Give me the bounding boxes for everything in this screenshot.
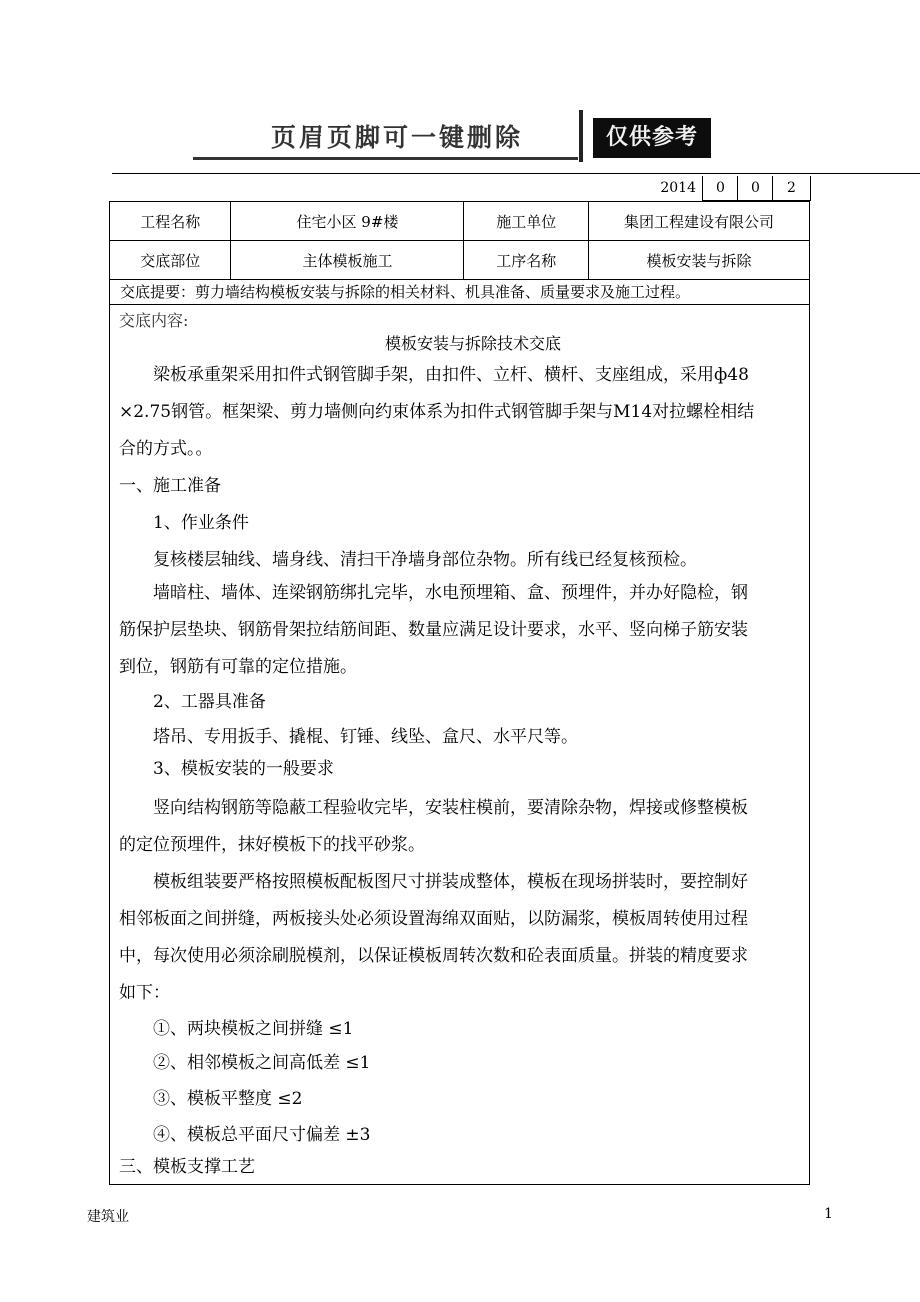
p2: 复核楼层轴线、墙身线、清扫干净墙身部位杂物。所有线已经复核预检。 [153,550,697,570]
p5-line2: 的定位预埋件，抹好模板下的找平砂浆。 [119,835,425,855]
table-row [110,241,810,280]
contractor-value: 集团工程建设有限公司 [588,202,809,241]
p6-line2: 相邻板面之间拼缝，两板接头处必须设置海绵双面贴，以防漏浆，模板周转使用过程 [119,909,748,929]
reference-stamp: 仅供参考 [593,118,711,158]
section-1-heading: 一、施工准备 [119,476,221,496]
part-value: 主体模板施工 [231,241,464,280]
page-number: 1 [824,1206,833,1222]
p6-line1: 模板组装要严格按照模板配板图尺寸拼装成整体，模板在现场拼装时，要控制好 [153,872,748,892]
section-1-1: 1、作业条件 [153,513,249,533]
p3-line3: 到位，钢筋有可靠的定位措施。 [119,657,357,677]
requirement-4: ④、模板总平面尺寸偏差 ±3 [153,1125,371,1145]
code-digit-1: 0 [702,176,738,201]
p4: 塔吊、专用扳手、撬棍、钉锤、线坠、盒尺、水平尺等。 [153,727,578,747]
p5-line1: 竖向结构钢筋等隐蔽工程验收完毕，安装柱模前，要清除杂物，焊接或修整模板 [153,798,748,818]
process-value: 模板安装与拆除 [588,241,809,280]
p6-line3: 中，每次使用必须涂刷脱模剂，以保证模板周转次数和砼表面质量。拼装的精度要求 [119,946,748,966]
part-label: 交底部位 [110,241,231,280]
header-underline [193,157,578,160]
section-1-2: 2、工器具准备 [153,692,266,712]
doc-title: 模板安装与拆除技术交底 [385,334,562,353]
p1-line1: 梁板承重架采用扣件式钢管脚手架，由扣件、立杆、横杆、支座组成，采用ф48 [153,365,749,385]
summary: 交底提要：剪力墙结构模板安装与拆除的相关材料、机具准备、质量要求及施工过程。 [109,279,810,305]
project-name-value: 住宅小区 9#楼 [231,202,464,241]
header-text: 页眉页脚可一键删除 [271,123,524,152]
p3-line2: 筋保护层垫块、钢筋骨架拉结筋间距、数量应满足设计要求，水平、竖向梯子筋安装 [119,620,748,640]
contractor-label: 施工单位 [464,202,588,241]
p1-line3: 合的方式。。 [119,439,213,459]
requirement-3: ③、模板平整度 ≤2 [153,1089,303,1109]
header-divider [579,110,583,162]
code-year: 2014 [660,180,696,196]
table-row [110,202,810,241]
p1-line2: ×2.75钢管。框架梁、剪力墙侧向约束体系为扣件式钢管脚手架与M14对拉螺栓相结 [119,402,755,422]
info-table [109,201,810,280]
header-banner [193,110,728,162]
requirement-2: ②、相邻模板之间高低差 ≤1 [153,1053,371,1073]
p3-line1: 墙暗柱、墙体、连梁钢筋绑扎完毕，水电预埋箱、盒、预埋件，并办好隐检，钢 [153,583,748,603]
footer-left: 建筑业 [87,1209,129,1225]
code-digit-2: 0 [737,176,773,201]
intro-label: 交底内容: [119,311,189,330]
code-digit-3: 2 [772,176,811,201]
process-label: 工序名称 [464,241,588,280]
section-3-heading: 三、模板支撑工艺 [119,1157,255,1177]
project-name-label: 工程名称 [110,202,231,241]
section-1-3: 3、模板安装的一般要求 [153,759,334,779]
top-rule [112,173,920,174]
p6-line4: 如下： [119,983,170,1003]
requirement-1: ①、两块模板之间拼缝 ≤1 [153,1019,354,1039]
